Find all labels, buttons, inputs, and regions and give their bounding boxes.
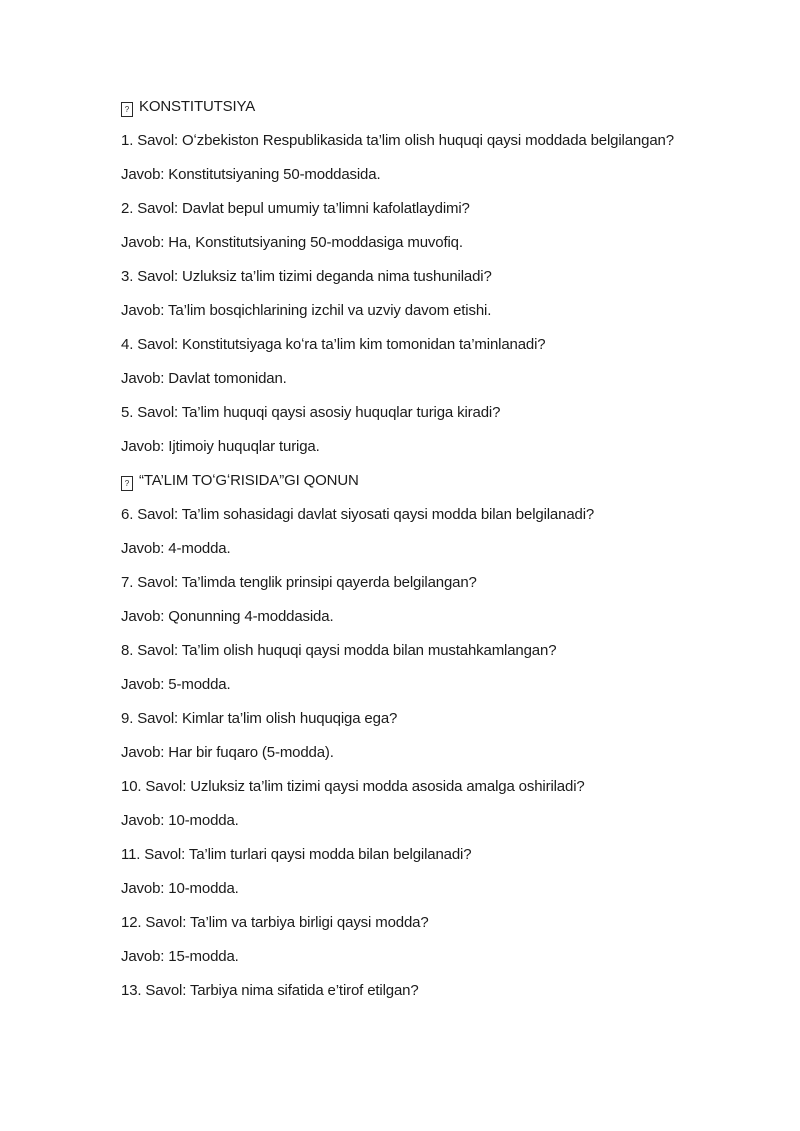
section-heading-talim-qonuni: [121, 471, 690, 491]
answer-6: Javob: 4-modda.: [121, 540, 231, 557]
question-5: 5. Savol: Ta’lim huquqi qaysi asosiy huquqlar turiga kiradi?: [121, 404, 501, 421]
question-11: 11. Savol: Ta’lim turlari qaysi modda bilan belgilanadi?: [121, 846, 472, 863]
answer-12: Javob: 15-modda.: [121, 948, 239, 965]
question-1: 1. Savol: Oʻzbekiston Respublikasida ta’lim olish huquqi qaysi moddada belgilangan?: [121, 132, 674, 149]
question-8: 8. Savol: Ta’lim olish huquqi qaysi modda bilan mustahkamlangan?: [121, 642, 557, 659]
question-2: 2. Savol: Davlat bepul umumiy ta’limni kafolatlaydimi?: [121, 200, 470, 217]
heading-text: “TA’LIM TOʻGʻRISIDA”GI QONUN: [139, 472, 359, 489]
question-13: 13. Savol: Tarbiya nima sifatida e’tirof etilgan?: [121, 982, 419, 999]
answer-2: Javob: Ha, Konstitutsiyaning 50-moddasiga muvofiq.: [121, 234, 463, 251]
question-7: 7. Savol: Ta’limda tenglik prinsipi qayerda belgilangan?: [121, 574, 477, 591]
question-6: 6. Savol: Ta’lim sohasidagi davlat siyosati qaysi modda bilan belgilanadi?: [121, 506, 595, 523]
answer-3: Javob: Ta’lim bosqichlarining izchil va uzviy davom etishi.: [121, 302, 492, 319]
answer-11: Javob: 10-modda.: [121, 880, 239, 897]
answer-7: Javob: Qonunning 4-moddasida.: [121, 608, 334, 625]
section-heading-konstitutsiya: [121, 97, 690, 117]
question-4: 4. Savol: Konstitutsiyaga koʻra ta’lim kim tomonidan ta’minlanadi?: [121, 336, 546, 353]
question-12: 12. Savol: Ta’lim va tarbiya birligi qaysi modda?: [121, 914, 429, 931]
question-9: 9. Savol: Kimlar ta’lim olish huquqiga ega?: [121, 710, 398, 727]
missing-glyph-icon: ?: [121, 476, 133, 491]
answer-8: Javob: 5-modda.: [121, 676, 231, 693]
answer-5: Javob: Ijtimoiy huquqlar turiga.: [121, 438, 320, 455]
answer-4: Javob: Davlat tomonidan.: [121, 370, 287, 387]
heading-text: KONSTITUTSIYA: [139, 98, 256, 115]
question-3: 3. Savol: Uzluksiz ta’lim tizimi deganda nima tushuniladi?: [121, 268, 492, 285]
question-10: 10. Savol: Uzluksiz ta’lim tizimi qaysi modda asosida amalga oshiriladi?: [121, 778, 585, 795]
answer-1: Javob: Konstitutsiyaning 50-moddasida.: [121, 166, 381, 183]
answer-10: Javob: 10-modda.: [121, 812, 239, 829]
missing-glyph-icon: ?: [121, 102, 133, 117]
answer-9: Javob: Har bir fuqaro (5-modda).: [121, 744, 334, 761]
